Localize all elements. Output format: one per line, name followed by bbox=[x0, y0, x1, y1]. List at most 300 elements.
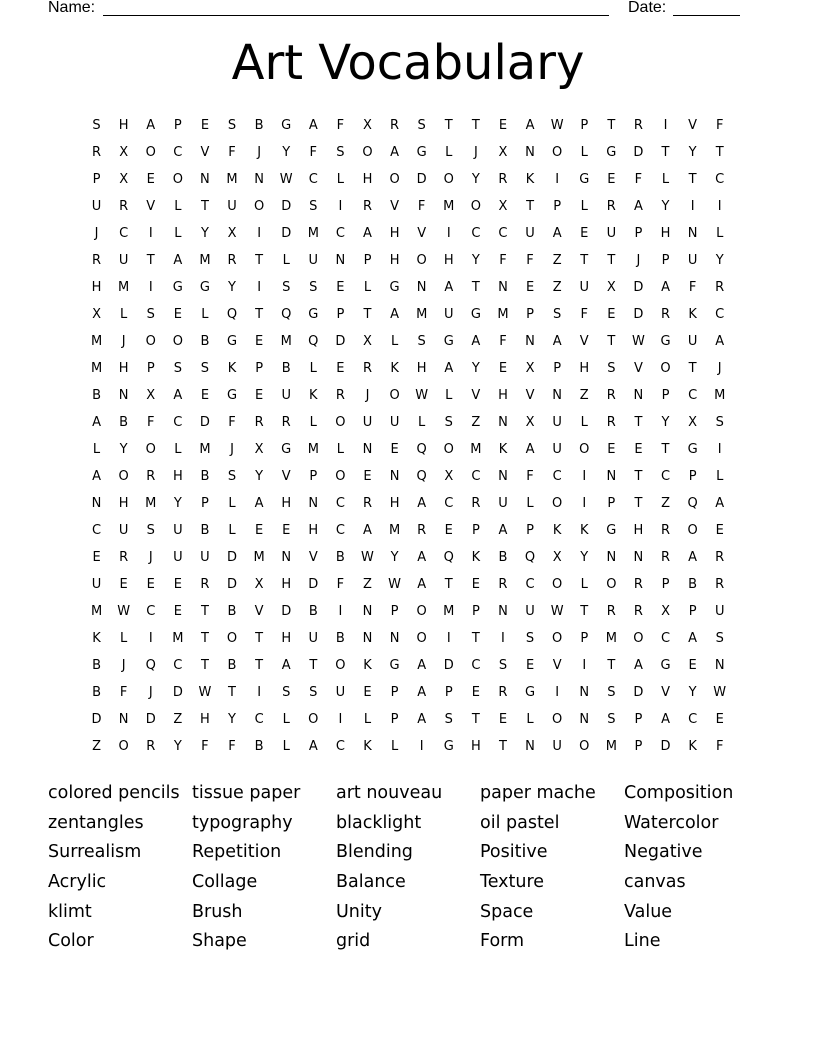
grid-letter: V bbox=[200, 145, 210, 160]
grid-letter: P bbox=[390, 685, 399, 700]
grid-letter: D bbox=[633, 307, 644, 322]
grid-letter: S bbox=[92, 118, 101, 133]
grid-letter: B bbox=[92, 658, 101, 673]
grid-letter: C bbox=[92, 523, 102, 538]
grid-letter: A bbox=[92, 469, 101, 484]
grid-letter: S bbox=[444, 415, 453, 430]
grid-letter: J bbox=[365, 388, 370, 403]
grid-letter: P bbox=[471, 604, 480, 619]
word-bank-item: paper mache bbox=[480, 783, 596, 803]
grid-letter: U bbox=[687, 334, 698, 349]
word-bank-item: art nouveau bbox=[336, 783, 443, 803]
grid-letter: X bbox=[254, 442, 264, 457]
grid-letter: E bbox=[498, 118, 508, 133]
grid-letter: G bbox=[172, 280, 183, 295]
grid-letter: D bbox=[281, 199, 292, 214]
grid-letter: L bbox=[92, 442, 101, 457]
grid-letter: L bbox=[282, 739, 290, 754]
grid-letter: E bbox=[200, 118, 210, 133]
grid-row bbox=[83, 112, 741, 139]
grid-letter: A bbox=[661, 280, 670, 295]
grid-letter: T bbox=[526, 199, 535, 214]
grid-letter: S bbox=[715, 631, 724, 646]
grid-letter: B bbox=[227, 604, 237, 619]
grid-letter: K bbox=[688, 739, 697, 754]
grid-letter: E bbox=[173, 604, 182, 619]
grid-letter: E bbox=[282, 523, 291, 538]
grid-letter: P bbox=[390, 712, 399, 727]
grid-letter: P bbox=[309, 469, 318, 484]
grid-letter: R bbox=[92, 253, 102, 268]
grid-letter: N bbox=[579, 685, 590, 700]
grid-letter: S bbox=[309, 199, 318, 214]
grid-letter: E bbox=[146, 577, 155, 592]
grid-letter: H bbox=[118, 118, 129, 133]
grid-letter: D bbox=[308, 577, 319, 592]
grid-letter: F bbox=[688, 280, 697, 295]
grid-letter: C bbox=[335, 496, 345, 511]
grid-letter: A bbox=[417, 550, 427, 565]
grid-letter: I bbox=[148, 226, 153, 241]
grid-letter: R bbox=[362, 496, 372, 511]
grid-letter: E bbox=[607, 307, 616, 322]
grid-letter: G bbox=[443, 739, 454, 754]
grid-letter: D bbox=[443, 658, 454, 673]
grid-letter: L bbox=[418, 415, 426, 430]
grid-letter: G bbox=[470, 307, 481, 322]
grid-letter: U bbox=[552, 415, 562, 430]
grid-letter: T bbox=[309, 658, 318, 673]
grid-letter: E bbox=[498, 361, 508, 376]
grid-letter: T bbox=[661, 145, 670, 160]
grid-letter: G bbox=[226, 334, 238, 349]
grid-letter: O bbox=[443, 172, 454, 187]
grid-letter: H bbox=[281, 631, 292, 646]
grid-letter: D bbox=[281, 604, 292, 619]
grid-letter: S bbox=[309, 685, 318, 700]
grid-letter: A bbox=[417, 577, 427, 592]
grid-letter: P bbox=[634, 226, 643, 241]
grid-letter: H bbox=[443, 253, 454, 268]
grid-letter: O bbox=[172, 334, 183, 349]
grid-letter: A bbox=[715, 334, 725, 349]
grid-letter: T bbox=[607, 253, 616, 268]
grid-letter: P bbox=[607, 496, 616, 511]
grid-letter: T bbox=[200, 199, 209, 214]
grid-letter: E bbox=[363, 469, 372, 484]
grid-letter: P bbox=[553, 361, 562, 376]
grid-letter: X bbox=[661, 604, 670, 619]
grid-letter: N bbox=[552, 388, 562, 403]
grid-letter: J bbox=[94, 226, 99, 241]
grid-letter: F bbox=[526, 469, 534, 484]
grid-letter: M bbox=[443, 199, 455, 214]
header bbox=[0, 0, 816, 20]
grid-letter: D bbox=[145, 712, 156, 727]
grid-letter: A bbox=[525, 118, 535, 133]
date-field[interactable] bbox=[673, 15, 740, 16]
grid-letter: X bbox=[92, 307, 101, 322]
grid-letter: R bbox=[335, 388, 345, 403]
grid-row bbox=[83, 706, 741, 733]
grid-letter: G bbox=[606, 523, 617, 538]
grid-letter: O bbox=[335, 658, 346, 673]
word-bank-item: oil pastel bbox=[480, 812, 560, 833]
grid-letter: V bbox=[633, 361, 643, 376]
grid-letter: M bbox=[199, 253, 211, 268]
grid-letter: X bbox=[688, 415, 698, 430]
grid-letter: X bbox=[606, 280, 616, 295]
grid-letter: E bbox=[390, 442, 399, 457]
grid-letter: J bbox=[473, 145, 478, 160]
grid-letter: E bbox=[255, 334, 264, 349]
grid-row bbox=[83, 274, 741, 301]
grid-letter: S bbox=[173, 361, 182, 376]
grid-letter: L bbox=[716, 469, 724, 484]
name-field[interactable] bbox=[103, 15, 609, 16]
grid-letter: J bbox=[230, 442, 234, 457]
grid-letter: N bbox=[714, 658, 725, 673]
word-bank-item: canvas bbox=[624, 872, 686, 893]
grid-letter: C bbox=[471, 658, 481, 673]
grid-letter: O bbox=[416, 631, 427, 646]
word-bank-row bbox=[48, 898, 768, 928]
word-bank-item: Surrealism bbox=[48, 842, 142, 863]
grid-letter: E bbox=[607, 172, 616, 187]
grid-letter: P bbox=[526, 523, 534, 538]
grid-letter: U bbox=[606, 226, 617, 241]
grid-letter: R bbox=[606, 415, 616, 430]
grid-letter: H bbox=[308, 523, 319, 538]
grid-letter: R bbox=[606, 199, 616, 214]
grid-letter: E bbox=[336, 280, 345, 295]
grid-letter: N bbox=[281, 550, 292, 565]
grid-letter: W bbox=[198, 685, 212, 700]
grid-letter: U bbox=[91, 577, 102, 592]
grid-letter: S bbox=[282, 685, 291, 700]
grid-letter: M bbox=[497, 307, 509, 322]
grid-letter: U bbox=[281, 388, 291, 403]
grid-letter: E bbox=[634, 442, 643, 457]
word-bank-item: Composition bbox=[624, 783, 734, 803]
grid-letter: E bbox=[255, 388, 264, 403]
grid-letter: T bbox=[471, 631, 480, 646]
grid-letter: C bbox=[688, 388, 698, 403]
grid-letter: F bbox=[309, 145, 318, 160]
grid-letter: N bbox=[525, 145, 535, 160]
grid-letter: S bbox=[607, 685, 616, 700]
grid-letter: E bbox=[715, 712, 724, 727]
word-bank-item: Unity bbox=[336, 901, 382, 922]
grid-letter: I bbox=[148, 631, 153, 646]
grid-letter: A bbox=[525, 442, 535, 457]
word-bank-item: Brush bbox=[192, 901, 243, 922]
grid-letter: I bbox=[419, 739, 424, 754]
grid-letter: M bbox=[226, 172, 238, 187]
grid-letter: G bbox=[606, 145, 617, 160]
grid-letter: E bbox=[471, 577, 480, 592]
grid-row bbox=[83, 409, 741, 436]
grid-letter: I bbox=[257, 685, 262, 700]
grid-letter: U bbox=[498, 496, 508, 511]
grid-letter: J bbox=[121, 334, 126, 349]
grid-letter: G bbox=[308, 307, 319, 322]
grid-letter: A bbox=[308, 118, 318, 133]
grid-letter: P bbox=[255, 361, 264, 376]
grid-letter: J bbox=[148, 550, 153, 565]
grid-letter: T bbox=[255, 631, 264, 646]
grid-letter: T bbox=[471, 712, 480, 727]
grid-letter: Y bbox=[661, 199, 670, 214]
grid-letter: T bbox=[200, 658, 209, 673]
grid-letter: T bbox=[580, 604, 589, 619]
grid-letter: S bbox=[498, 658, 508, 673]
grid-letter: F bbox=[228, 145, 236, 160]
grid-letter: F bbox=[336, 118, 345, 133]
grid-letter: N bbox=[118, 712, 129, 727]
grid-letter: Y bbox=[688, 145, 697, 160]
grid-letter: L bbox=[390, 334, 399, 349]
grid-letter: H bbox=[660, 226, 671, 241]
word-search-grid bbox=[83, 112, 741, 760]
grid-letter: E bbox=[525, 280, 535, 295]
grid-letter: Q bbox=[226, 307, 238, 322]
grid-letter: P bbox=[580, 118, 589, 133]
grid-letter: E bbox=[498, 712, 508, 727]
grid-letter: M bbox=[307, 226, 319, 241]
grid-letter: S bbox=[715, 415, 724, 430]
grid-letter: L bbox=[309, 415, 317, 430]
grid-letter: H bbox=[200, 712, 210, 727]
grid-letter: A bbox=[552, 334, 562, 349]
word-bank-item: blacklight bbox=[336, 812, 422, 833]
grid-letter: A bbox=[92, 415, 101, 430]
grid-letter: C bbox=[119, 226, 129, 241]
grid-letter: S bbox=[607, 712, 616, 727]
grid-letter: I bbox=[338, 604, 343, 619]
word-bank-item: typography bbox=[192, 812, 293, 833]
grid-letter: P bbox=[634, 712, 643, 727]
grid-letter: K bbox=[363, 658, 372, 673]
grid-letter: K bbox=[363, 739, 372, 754]
grid-letter: I bbox=[338, 712, 343, 727]
grid-letter: O bbox=[687, 523, 698, 538]
word-bank-item: Positive bbox=[480, 842, 548, 863]
grid-letter: M bbox=[605, 631, 617, 646]
grid-letter: L bbox=[580, 415, 588, 430]
grid-letter: V bbox=[417, 226, 427, 241]
grid-row bbox=[83, 544, 741, 571]
grid-letter: G bbox=[525, 685, 536, 700]
grid-letter: O bbox=[335, 415, 346, 430]
grid-letter: U bbox=[525, 226, 535, 241]
grid-letter: U bbox=[444, 307, 454, 322]
grid-letter: V bbox=[471, 388, 481, 403]
grid-letter: E bbox=[525, 658, 535, 673]
grid-letter: K bbox=[688, 307, 697, 322]
grid-letter: E bbox=[471, 685, 480, 700]
grid-letter: H bbox=[389, 226, 400, 241]
grid-letter: U bbox=[118, 523, 129, 538]
grid-letter: P bbox=[634, 739, 643, 754]
grid-letter: C bbox=[552, 469, 562, 484]
grid-letter: F bbox=[526, 253, 534, 268]
grid-letter: L bbox=[282, 712, 290, 727]
grid-letter: M bbox=[199, 442, 211, 457]
grid-letter: H bbox=[362, 172, 373, 187]
grid-letter: L bbox=[174, 226, 182, 241]
grid-row bbox=[83, 490, 741, 517]
grid-letter: O bbox=[579, 442, 590, 457]
grid-letter: M bbox=[90, 334, 103, 349]
grid-row bbox=[83, 139, 741, 166]
grid-letter: W bbox=[550, 604, 564, 619]
grid-letter: B bbox=[200, 469, 210, 484]
grid-letter: B bbox=[335, 550, 345, 565]
grid-letter: E bbox=[173, 307, 182, 322]
grid-letter: C bbox=[444, 496, 454, 511]
grid-letter: G bbox=[443, 334, 454, 349]
date-label: Date: bbox=[628, 0, 667, 16]
grid-letter: P bbox=[661, 577, 670, 592]
grid-letter: B bbox=[119, 415, 129, 430]
grid-letter: L bbox=[336, 442, 345, 457]
grid-letter: W bbox=[361, 550, 374, 565]
grid-letter: O bbox=[660, 361, 671, 376]
grid-letter: N bbox=[606, 469, 617, 484]
grid-letter: A bbox=[390, 307, 400, 322]
grid-letter: D bbox=[91, 712, 102, 727]
grid-letter: C bbox=[471, 226, 481, 241]
grid-letter: T bbox=[688, 361, 697, 376]
grid-letter: F bbox=[715, 118, 724, 133]
grid-letter: G bbox=[281, 442, 292, 457]
grid-letter: B bbox=[254, 739, 264, 754]
grid-letter: B bbox=[92, 388, 101, 403]
grid-letter: Y bbox=[200, 226, 209, 241]
grid-letter: M bbox=[172, 631, 184, 646]
grid-letter: L bbox=[282, 253, 290, 268]
grid-row bbox=[83, 436, 741, 463]
grid-letter: R bbox=[362, 361, 372, 376]
grid-letter: D bbox=[281, 226, 292, 241]
grid-letter: A bbox=[688, 631, 698, 646]
grid-letter: O bbox=[145, 145, 156, 160]
grid-letter: R bbox=[119, 550, 129, 565]
grid-row bbox=[83, 571, 741, 598]
grid-letter: Q bbox=[524, 550, 536, 565]
grid-letter: A bbox=[173, 253, 183, 268]
grid-letter: N bbox=[579, 712, 590, 727]
word-bank-row bbox=[48, 927, 768, 957]
grid-letter: T bbox=[146, 253, 155, 268]
grid-row bbox=[83, 220, 741, 247]
grid-letter: C bbox=[335, 739, 345, 754]
grid-letter: X bbox=[227, 226, 237, 241]
grid-letter: M bbox=[145, 496, 157, 511]
grid-letter: B bbox=[254, 118, 264, 133]
grid-letter: C bbox=[498, 226, 508, 241]
grid-letter: D bbox=[172, 685, 183, 700]
word-bank-item: Space bbox=[480, 901, 534, 922]
grid-letter: F bbox=[201, 739, 209, 754]
grid-letter: F bbox=[228, 739, 236, 754]
grid-letter: C bbox=[146, 604, 156, 619]
grid-letter: N bbox=[633, 550, 644, 565]
word-bank-item: Collage bbox=[192, 872, 258, 893]
word-bank-item: klimt bbox=[48, 901, 92, 922]
grid-letter: T bbox=[471, 280, 480, 295]
grid-letter: D bbox=[416, 172, 427, 187]
grid-letter: R bbox=[633, 577, 643, 592]
grid-letter: O bbox=[470, 199, 481, 214]
grid-letter: X bbox=[363, 334, 372, 349]
grid-letter: T bbox=[607, 118, 616, 133]
grid-row bbox=[83, 328, 741, 355]
grid-letter: Q bbox=[416, 469, 427, 484]
grid-letter: B bbox=[200, 523, 210, 538]
grid-letter: W bbox=[415, 388, 429, 403]
grid-letter: N bbox=[335, 253, 346, 268]
word-bank bbox=[48, 779, 768, 957]
grid-letter: Z bbox=[552, 280, 562, 295]
grid-letter: S bbox=[553, 307, 562, 322]
grid-letter: J bbox=[257, 145, 262, 160]
grid-letter: U bbox=[200, 550, 210, 565]
grid-letter: A bbox=[308, 739, 318, 754]
grid-letter: N bbox=[498, 280, 508, 295]
grid-letter: G bbox=[579, 172, 590, 187]
word-bank-item: Texture bbox=[480, 872, 545, 893]
word-bank-item: grid bbox=[336, 931, 371, 952]
grid-letter: L bbox=[120, 631, 128, 646]
grid-letter: R bbox=[146, 739, 156, 754]
grid-letter: W bbox=[713, 685, 727, 700]
grid-letter: B bbox=[200, 334, 210, 349]
grid-letter: G bbox=[199, 280, 210, 295]
grid-letter: Y bbox=[228, 280, 236, 295]
grid-letter: Y bbox=[471, 361, 480, 376]
grid-letter: I bbox=[501, 631, 505, 646]
grid-letter: U bbox=[552, 739, 562, 754]
grid-letter: Y bbox=[228, 712, 236, 727]
grid-letter: P bbox=[390, 604, 399, 619]
grid-letter: M bbox=[253, 550, 265, 565]
name-label: Name: bbox=[48, 0, 96, 16]
grid-letter: A bbox=[552, 226, 562, 241]
grid-letter: S bbox=[227, 118, 237, 133]
grid-letter: L bbox=[580, 145, 588, 160]
grid-letter: K bbox=[390, 361, 399, 376]
grid-letter: C bbox=[525, 577, 535, 592]
grid-letter: Y bbox=[471, 253, 480, 268]
grid-letter: I bbox=[338, 199, 343, 214]
grid-letter: G bbox=[660, 334, 671, 349]
grid-letter: H bbox=[416, 361, 427, 376]
grid-letter: L bbox=[363, 280, 372, 295]
grid-letter: V bbox=[688, 118, 698, 133]
grid-letter: Y bbox=[471, 172, 480, 187]
grid-letter: O bbox=[118, 469, 129, 484]
grid-letter: U bbox=[227, 199, 237, 214]
grid-letter: E bbox=[200, 388, 210, 403]
grid-letter: E bbox=[119, 577, 128, 592]
grid-letter: J bbox=[636, 253, 641, 268]
grid-letter: T bbox=[607, 658, 616, 673]
grid-letter: L bbox=[228, 523, 236, 538]
grid-letter: A bbox=[363, 226, 372, 241]
grid-letter: R bbox=[254, 415, 264, 430]
